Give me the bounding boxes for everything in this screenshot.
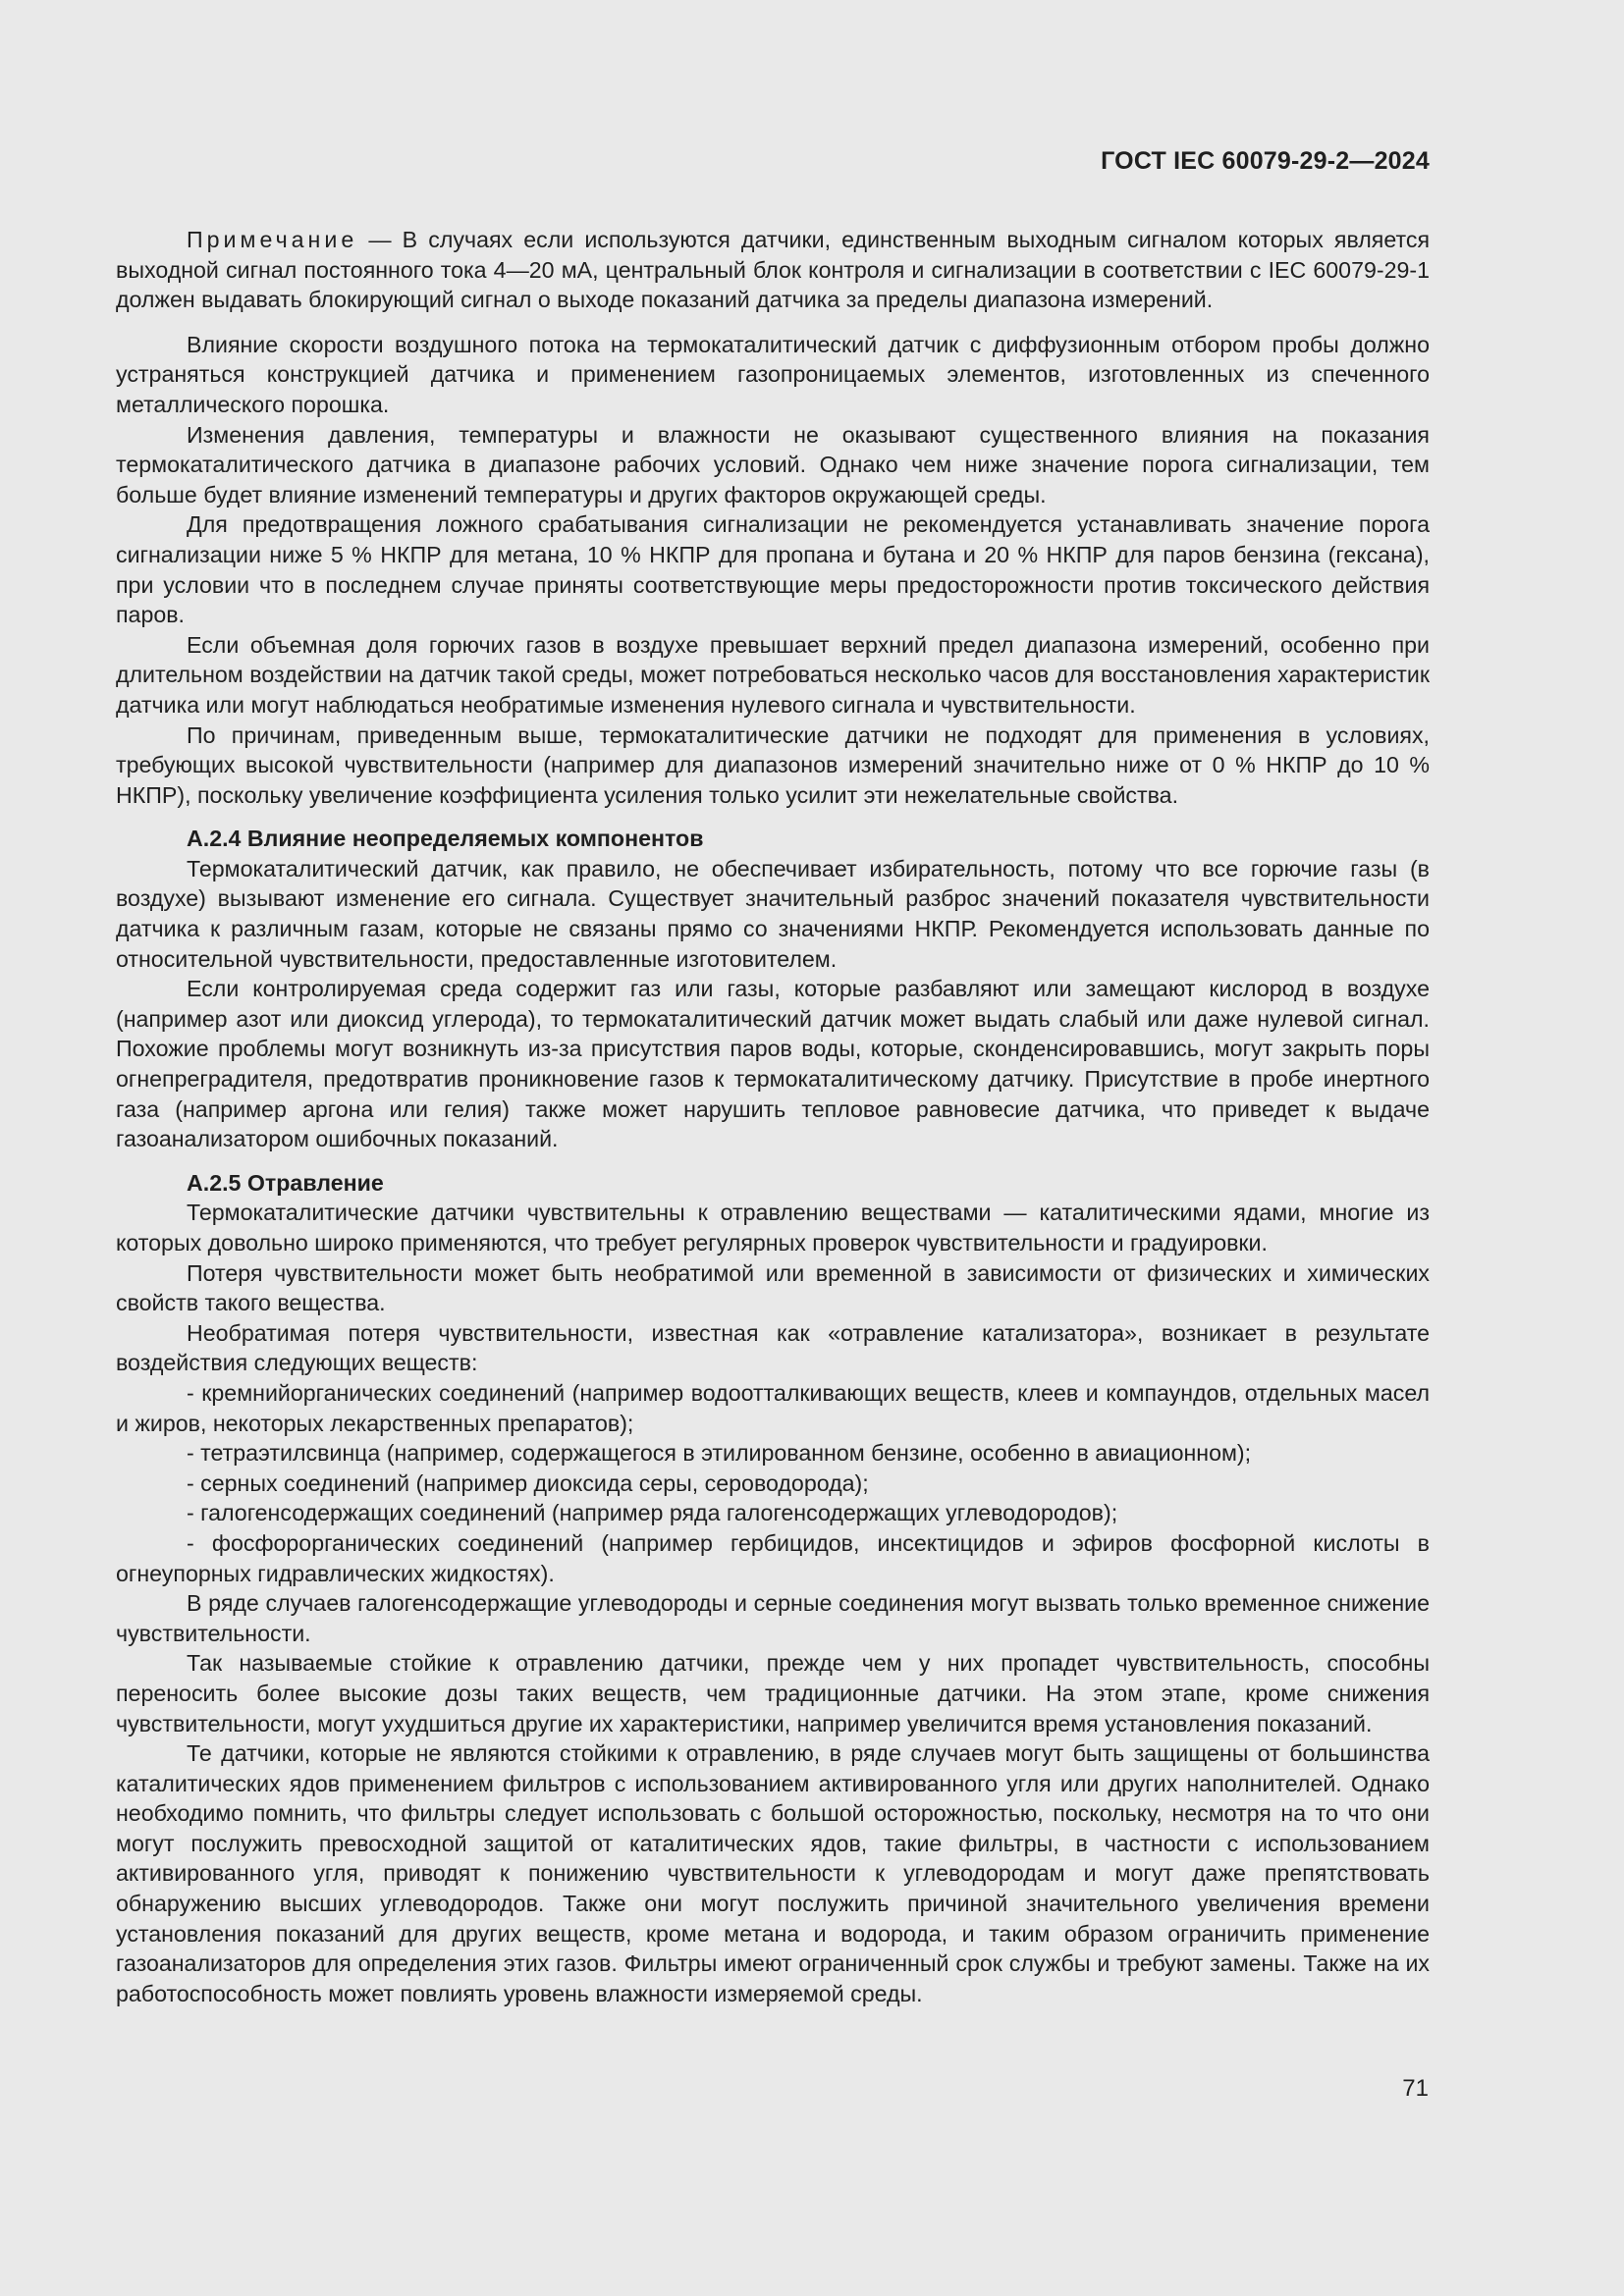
body-paragraph: Влияние скорости воздушного потока на термокаталитический датчик с диффузионным отбором пробы должно устраняться конструкцией датчика и применением газопроницаемых элементов, изготовленных из спеченного металлического порошка. bbox=[116, 331, 1430, 417]
body-paragraph: В ряде случаев галогенсодержащие углеводороды и серные соединения могут вызвать только временное снижение чувствительности. bbox=[116, 1590, 1430, 1646]
note-text: В случаях если используются датчики, единственным выходным сигналом которых является выходной сигнал постоянного тока 4—20 мА, центральный блок контроля и сигнализации в соответствии с IEC 60079-29-1 должен выдавать блокирующий сигнал о выходе показаний датчика за пределы диапазона измерений. bbox=[116, 227, 1430, 313]
document-header: ГОСТ IEC 60079-29-2—2024 bbox=[1101, 147, 1430, 175]
body-paragraph: Так называемые стойкие к отравлению датчики, прежде чем у них пропадет чувствительность, способны переносить более высокие дозы таких веществ, чем традиционные датчики. На этом этапе, кроме снижения чувствительности, могут ухудшиться другие их характеристики, например увеличится время установления показаний. bbox=[116, 1650, 1430, 1736]
body-paragraph: Для предотвращения ложного срабатывания сигнализации не рекомендуется устанавливать значение порога сигнализации ниже 5 % НКПР для метана, 10 % НКПР для пропана и бутана и 20 % НКПР для паров бензина (гексана), при условии что в последнем случае приняты соответствующие меры предосторожности против токсического действия паров. bbox=[116, 511, 1430, 628]
body-paragraph: Термокаталитический датчик, как правило, не обеспечивает избирательность, потому что все горючие газы (в воздухе) вызывают изменение его сигнала. Существует значительный разброс значений показателя чувствительности датчика к различным газам, которые не связаны прямо со значениями НКПР. Рекомендуется использовать данные по относительной чувствительности, предоставленные изготовителем. bbox=[116, 855, 1430, 972]
body-paragraph: Термокаталитические датчики чувствительны к отравлению веществами — каталитическими ядами, многие из которых довольно широко применяются, что требует регулярных проверок чувствительности и градуировки. bbox=[116, 1200, 1430, 1255]
page-number: 71 bbox=[1402, 2075, 1429, 2102]
body-paragraph: Если объемная доля горючих газов в воздухе превышает верхний предел диапазона измерений, особенно при длительном воздействии на датчик такой среды, может потребоваться несколько часов для восстановления характеристик датчика или могут наблюдаться необратимые изменения нулевого сигнала и чувствительности. bbox=[116, 631, 1430, 718]
body-paragraph: Те датчики, которые не являются стойкими к отравлению, в ряде случаев могут быть защищены от большинства каталитических ядов применением фильтров с использованием активированного угля или других наполнителей. Однако необходимо помнить, что фильтры следует использовать с большой осторожностью, поскольку, несмотря на то что они могут послужить превосходной защитой от каталитических ядов, такие фильтры, в частности с использованием активированного угля, приводят к понижению чувствительности к углеводородам и могут даже препятствовать обнаружению высших углеводородов. Также они могут послужить причиной значительного увеличения времени установления показаний для других веществ, кроме метана и водорода, и таким образом ограничить применение газоанализаторов для определения этих газов. Фильтры имеют ограниченный срок службы и требуют замены. Также на их работоспособность может повлиять уровень влажности измеряемой среды. bbox=[116, 1740, 1430, 2006]
section-heading: А.2.5 Отравление bbox=[187, 1169, 384, 1196]
list-item: - фосфорорганических соединений (например гербицидов, инсектицидов и эфиров фосфорной кислоты в огнеупорных гидравлических жидкостях). bbox=[116, 1529, 1430, 1586]
body-paragraph: Потеря чувствительности может быть необратимой или временной в зависимости от физических и химических свойств такого вещества. bbox=[116, 1259, 1430, 1316]
section-heading: А.2.4 Влияние неопределяемых компонентов bbox=[187, 826, 704, 852]
body-paragraph: Изменения давления, температуры и влажности не оказывают существенного влияния на показания термокаталитического датчика в диапазоне рабочих условий. Однако чем ниже значение порога сигнализации, тем больше будет влияние изменений температуры и других факторов окружающей среды. bbox=[116, 421, 1430, 507]
body-paragraph: Необратимая потеря чувствительности, известная как «отравление катализатора», возникает в результате воздействия следующих веществ: bbox=[116, 1319, 1430, 1376]
note-dash: — bbox=[357, 227, 403, 252]
list-item: - серных соединений (например диоксида серы, сероводорода); bbox=[187, 1469, 869, 1496]
note-label: Примечание bbox=[187, 227, 358, 252]
note-paragraph bbox=[116, 225, 1430, 315]
list-item: - кремнийорганических соединений (например водоотталкивающих веществ, клеев и компаундов, отдельных масел и жиров, некоторых лекарственных препаратов); bbox=[116, 1379, 1430, 1436]
list-item: - тетраэтилсвинца (например, содержащегося в этилированном бензине, особенно в авиационном); bbox=[187, 1440, 1252, 1467]
document-body bbox=[116, 225, 1430, 2008]
list-item: - галогенсодержащих соединений (например ряда галогенсодержащих углеводородов); bbox=[187, 1500, 1118, 1526]
body-paragraph: По причинам, приведенным выше, термокаталитические датчики не подходят для применения в условиях, требующих высокой чувствительности (например для диапазонов измерений значительно ниже от 0 % НКПР до 10 % НКПР), поскольку увеличение коэффициента усиления только усилит эти нежелательные свойства. bbox=[116, 721, 1430, 808]
body-paragraph: Если контролируемая среда содержит газ или газы, которые разбавляют или замещают кислород в воздухе (например азот или диоксид углерода), то термокаталитический датчик может выдать слабый или даже нулевой сигнал. Похожие проблемы могут возникнуть из-за присутствия паров воды, которые, сконденсировавшись, могут закрыть поры огнепреградителя, предотвратив проникновение газов к термокаталитическому датчику. Присутствие в пробе инертного газа (например аргона или гелия) также может нарушить тепловое равновесие датчика, что приведет к выдаче газоанализатором ошибочных показаний. bbox=[116, 976, 1430, 1152]
